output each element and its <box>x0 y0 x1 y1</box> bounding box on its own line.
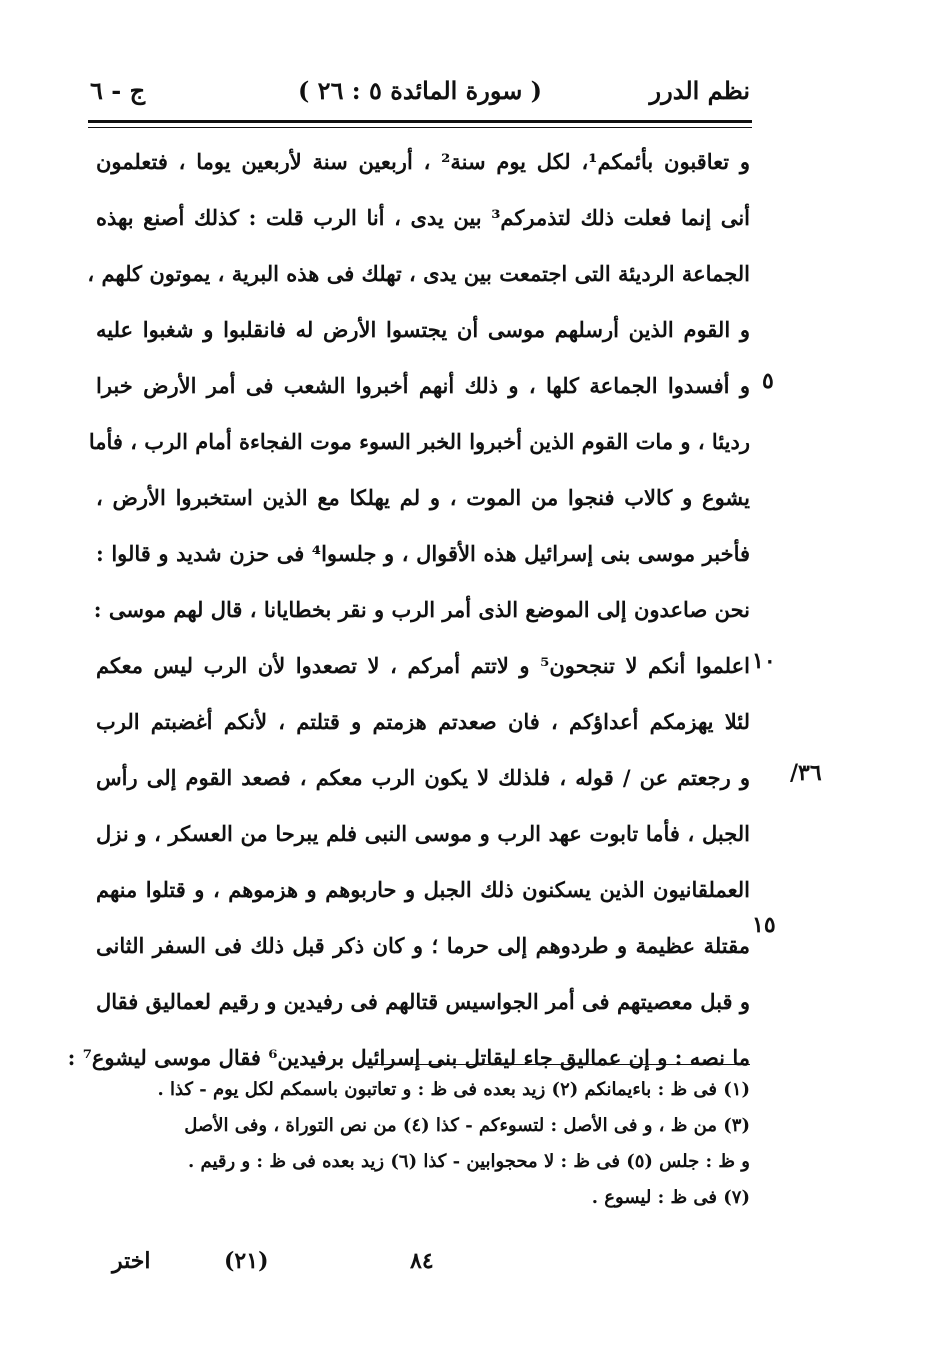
book-title: نظم الدرر <box>649 76 750 105</box>
text-line: أنى إنما فعلت ذلك لتذمركم³ بين يدى ، أنا الرب قلت : كذلك أصنع بهذه <box>96 205 750 230</box>
signature-number: (٢١) <box>224 1248 269 1274</box>
text-line: يشوع و كالاب فنجوا من الموت ، و لم يهلكا مع الذين استخبروا الأرض ، <box>96 485 750 510</box>
line-number-15: ١٥ <box>752 912 776 938</box>
text-line: اعلموا أنكم لا تنجحون⁵ و لاتتم أمركم ، لا تصعدوا لأن الرب ليس معكم <box>96 653 751 678</box>
footnote-rule <box>362 1064 750 1065</box>
footnote-line: (٧) فى ظ : ليسوع . <box>591 1187 750 1208</box>
text-line: و القوم الذين أرسلهم موسى أن يجتسوا الأرض له فانقلبوا و شغبوا عليه <box>96 317 750 342</box>
text-line: نحن صاعدون إلى الموضع الذى أمر الرب و نقر بخطايانا ، قال لهم موسى : <box>93 597 750 622</box>
footnote-line: (١) فى ظ : باءيمانكم (٢) زيد بعده فى ظ : و تعاتبون باسمكم لكل يوم - كذا . <box>157 1079 750 1100</box>
manuscript-page-ref: ٣٦/ <box>790 760 822 786</box>
page-number: ٨٤ <box>410 1248 434 1274</box>
line-number-10: ١٠ <box>752 648 776 674</box>
header-rule-thin <box>88 127 752 128</box>
footnotes <box>96 1072 750 1216</box>
text-line: مقتلة عظيمة و طردوهم إلى حرما ؛ و كان ذكر قبل ذلك فى السفر الثانى <box>96 933 750 958</box>
text-line: و قبل معصيتهم فى أمر الجواسيس قتالهم فى رفيدين و رقيم لعماليق فقال <box>96 989 750 1014</box>
footnote-line: (٣) من ظ ، و فى الأصل : لتسوءكم - كذا (٤) من نص التوراة ، وفى الأصل <box>184 1115 750 1136</box>
text-line: و تعاقبون بأئمكم¹، لكل يوم سنة² ، أربعين سنة لأربعين يوما ، فتعلمون <box>96 149 750 174</box>
text-line: و رجعتم عن / قوله ، فلذلك لا يكون الرب معكم ، فصعد القوم إلى رأس <box>96 765 750 790</box>
text-line: العملقانيون الذين يسكنون ذلك الجبل و حاربوهم و هزموهم ، و قتلوا منهم <box>96 877 750 902</box>
surah-reference: ( سورة المائدة ٥ : ٢٦ ) <box>297 76 543 105</box>
text-line: الجبل ، فأما تابوت عهد الرب و موسى النبى فلم يبرحا من العسكر ، و نزل <box>96 821 750 846</box>
volume-number: ج - ٦ <box>90 76 146 105</box>
text-line: ما نصه : و إن عماليق جاء ليقاتل بنى إسرائيل برفيدين⁶ فقال موسى ليشوع⁷ : <box>67 1045 750 1070</box>
manuscript-label: اختر <box>112 1248 151 1274</box>
text-line: رديئا ، و مات القوم الذين أخبروا الخبر السوء موت الفجاءة أمام الرب ، فأما <box>88 429 750 454</box>
text-line: فأخبر موسى بنى إسرائيل هذه الأقوال ، و جلسوا⁴ فى حزن شديد و قالوا : <box>96 541 751 566</box>
running-header <box>90 72 750 112</box>
main-text <box>67 134 751 1086</box>
text-line: لئلا يهزمكم أعداؤكم ، فان صعدتم هزمتم و قتلتم ، لأنكم أغضبتم الرب <box>96 709 750 734</box>
line-number-5: ٥ <box>762 368 774 394</box>
text-line: الجماعة الرديئة التى اجتمعت بين يدى ، تهلك فى هذه البرية ، يموتون كلهم ، <box>87 261 750 286</box>
page-footer <box>96 1248 750 1288</box>
header-rule-thick <box>88 120 752 123</box>
text-line: و أفسدوا الجماعة كلها ، و ذلك أنهم أخبروا الشعب فى أمر الأرض خبرا <box>96 373 750 398</box>
footnote-line: و ظ : جلس (٥) فى ظ : لا محجوابين - كذا (٦) زيد بعده فى ظ : و رقيم . <box>187 1151 750 1172</box>
